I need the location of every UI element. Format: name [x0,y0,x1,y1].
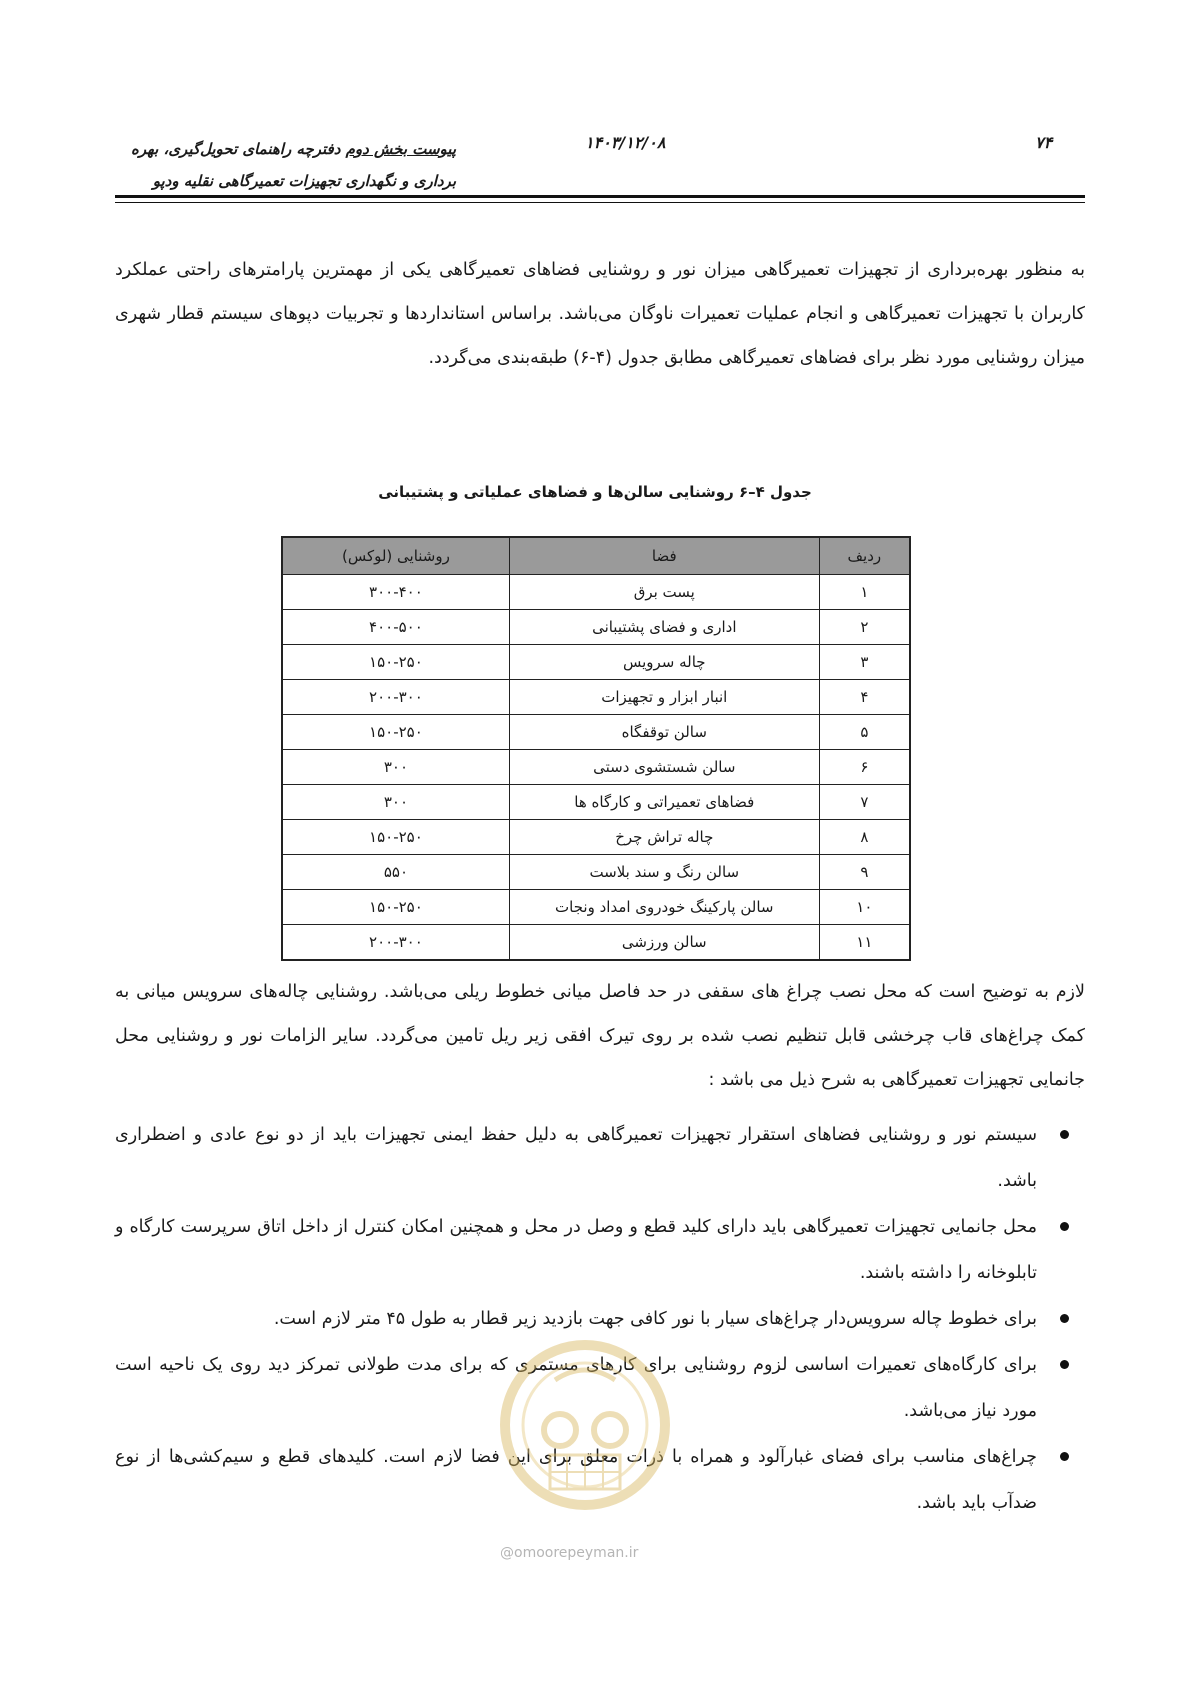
cell-radif: ۸ [819,820,910,855]
cell-radif: ۳ [819,645,910,680]
cell-radif: ۹ [819,855,910,890]
cell-lux: ۱۵۰-۲۵۰ [282,715,509,750]
table-row [282,890,910,925]
cell-radif: ۵ [819,715,910,750]
cell-lux: ۱۵۰-۲۵۰ [282,645,509,680]
cell-faza: چاله تراش چرخ [509,820,819,855]
cell-lux: ۱۵۰-۲۵۰ [282,820,509,855]
cell-faza: سالن پارکینگ خودروی امداد ونجات [509,890,819,925]
watermark-logo-icon [495,1330,675,1530]
cell-faza: فضاهای تعمیراتی و کارگاه ها [509,785,819,820]
watermark-text: @omoorepeyman.ir [500,1545,639,1561]
header-rule-thin [115,202,1085,203]
cell-faza: اداری و فضای پشتیبانی [509,610,819,645]
cell-lux: ۱۵۰-۲۵۰ [282,890,509,925]
cell-faza: سالن شستشوی دستی [509,750,819,785]
header-title [56,133,456,197]
table-row [282,680,910,715]
table-row [282,645,910,680]
table-row [282,855,910,890]
header-lux: روشنایی (لوکس) [282,537,509,575]
cell-lux: ۲۰۰-۳۰۰ [282,925,509,961]
cell-lux: ۳۰۰ [282,785,509,820]
list-item [115,1204,1085,1296]
cell-radif: ۲ [819,610,910,645]
cell-faza: پست برق [509,575,819,610]
list-item-text: برای خطوط چاله سرویس‌دار چراغ‌های سیار با نور کافی جهت بازدید زیر قطار به طول ۴۵ متر لازم است. [273,1309,1037,1329]
list-item-text: برای کارگاه‌های تعمیرات اساسی لزوم روشنایی برای کارهای مستمری که برای مدت طولانی تمرکز دید روی یک ناحیه است مورد نیاز می‌باشد. [115,1355,1037,1421]
cell-faza: چاله سرویس [509,645,819,680]
header-faza: فضا [509,537,819,575]
cell-lux: ۲۰۰-۳۰۰ [282,680,509,715]
list-item-text: محل جانمایی تجهیزات تعمیرگاهی باید دارای کلید قطع و وصل در محل و همچنین امکان کنترل از داخل اتاق سرپرست کارگاه و تابلوخانه را داشته باشند. [115,1217,1037,1283]
list-item [115,1112,1085,1204]
table-row [282,820,910,855]
bullet-icon [1060,1314,1069,1323]
table-row [282,575,910,610]
table-row [282,750,910,785]
header-radif: ردیف [819,537,910,575]
bullet-icon [1060,1452,1069,1461]
table-row [282,715,910,750]
header-title-line1 [56,133,456,165]
second-paragraph: لازم به توضیح است که محل نصب چراغ های سقفی در حد فاصل میانی خطوط ریلی می‌باشد. روشنایی چاله‌های سرویس میانی به کمک چراغ‌های قاب چرخشی قابل تنظیم نصب شده بر روی تیرک افقی زیر ریل تامین می‌گردد. سایر الزامات نور و روشنایی محل جانمایی تجهیزات تعمیرگاهی به شرح ذیل می باشد : [115,982,1085,1090]
cell-faza: سالن رنگ و سند بلاست [509,855,819,890]
cell-radif: ۶ [819,750,910,785]
header-rule-thick [115,195,1085,198]
cell-lux: ۳۰۰-۴۰۰ [282,575,509,610]
table-caption: جدول ۴–۶ روشنایی سالن‌ها و فضاهای عملیاتی و پشتیبانی [378,483,812,501]
list-item-text: چراغ‌های مناسب برای فضای غبارآلود و همراه با ذرات معلق برای این فضا لازم است. کلیدهای قطع و سیم‌کشی‌ها از نوع ضدآب باید باشد. [115,1447,1037,1513]
cell-faza: سالن ورزشی [509,925,819,961]
cell-radif: ۴ [819,680,910,715]
cell-faza: سالن توقفگاه [509,715,819,750]
page-number: ۷۴ [1035,133,1053,152]
bullet-icon [1060,1360,1069,1369]
table-row [282,610,910,645]
bullet-icon [1060,1130,1069,1139]
cell-radif: ۱۱ [819,925,910,961]
cell-radif: ۷ [819,785,910,820]
cell-lux: ۳۰۰ [282,750,509,785]
table-header-row [282,537,910,575]
header-title-line2: برداری و نگهداری تجهیزات تعمیرگاهی نقلیه ودپو [152,172,456,190]
header-title-underlined: پیوست بخش دوم [345,140,456,158]
table-row [282,925,910,961]
intro-paragraph: به منظور بهره‌برداری از تجهیزات تعمیرگاهی میزان نور و روشنایی فضاهای تعمیرگاهی یکی از مهمترین پارامترهای راحتی عملکرد کاربران با تجهیزات تعمیرگاهی و انجام عملیات تعمیرات ناوگان می‌باشد. براساس استانداردها و تجربیات دپوهای سیستم قطار شهری میزان روشنایی مورد نظر برای فضاهای تعمیرگاهی مطابق جدول (۴-۶) طبقه‌بندی می‌گردد. [115,260,1085,368]
header-title-rest: دفترچه راهنمای تحویل‌گیری، بهره [131,140,346,158]
lighting-table [281,536,911,961]
cell-faza: انبار ابزار و تجهیزات [509,680,819,715]
cell-lux: ۴۰۰-۵۰۰ [282,610,509,645]
table-row [282,785,910,820]
list-item-text: سیستم نور و روشنایی فضاهای استقرار تجهیزات تعمیرگاهی به دلیل حفظ ایمنی تجهیزات باید از دو نوع عادی و اضطراری باشد. [115,1125,1037,1191]
cell-radif: ۱۰ [819,890,910,925]
bullet-icon [1060,1222,1069,1231]
cell-radif: ۱ [819,575,910,610]
cell-lux: ۵۵۰ [282,855,509,890]
header-date: ۱۴۰۳/۱۲/۰۸ [585,133,666,152]
